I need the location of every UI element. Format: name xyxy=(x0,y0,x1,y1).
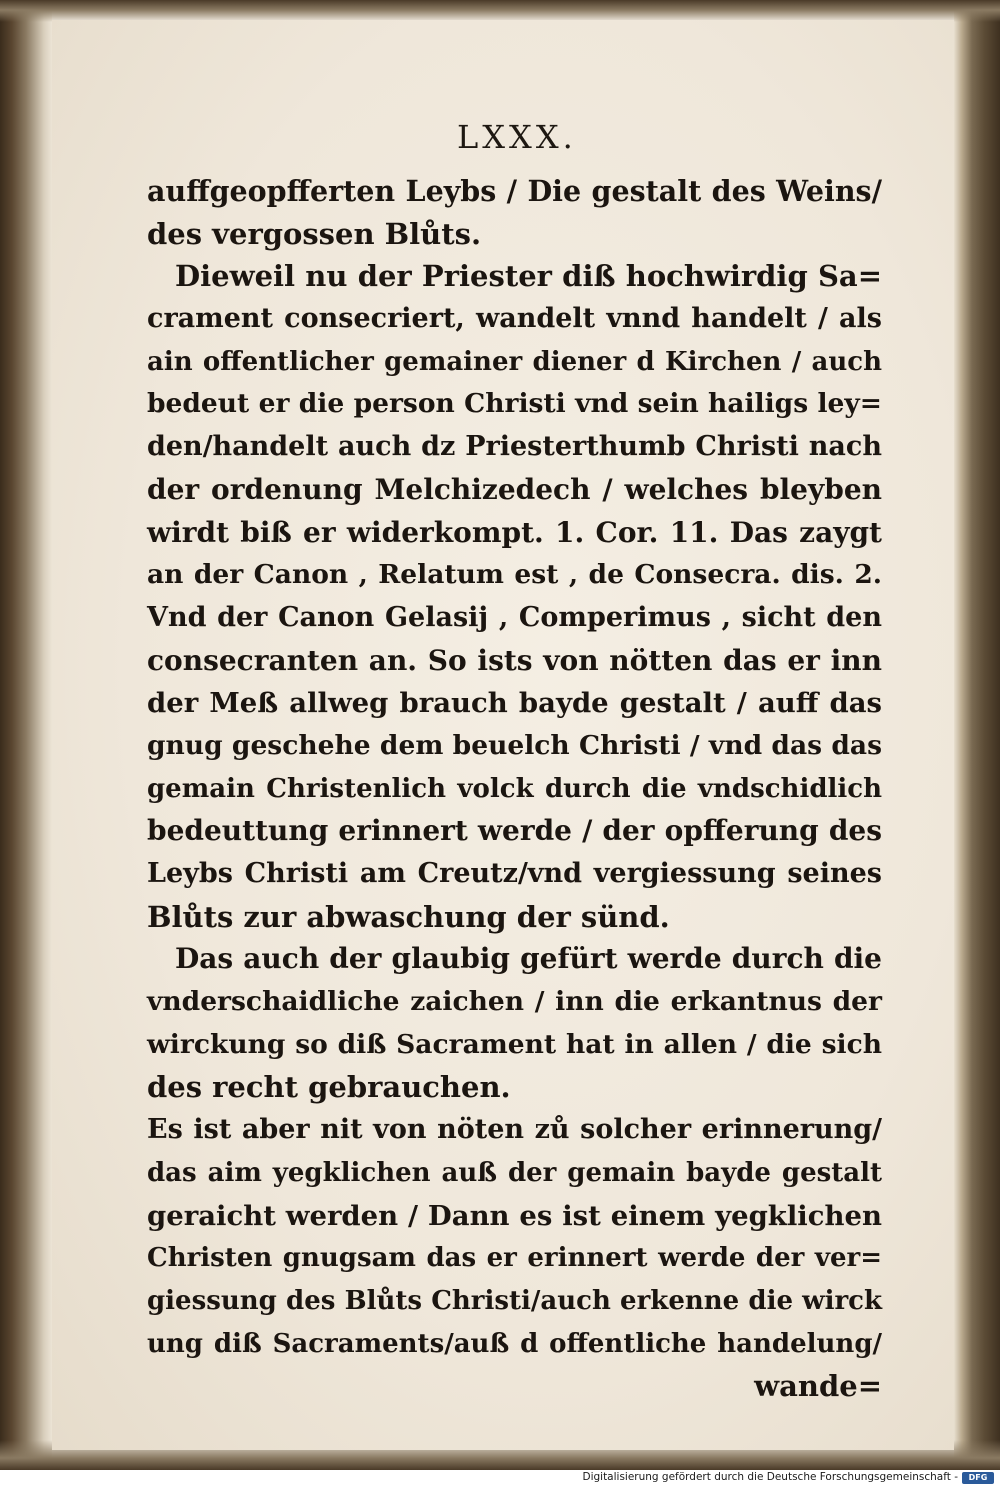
text-line: Vnd der Canon Gelasij , Comperimus , sicht den xyxy=(147,601,882,633)
text-line: crament consecriert, wandelt vnnd handelt / als xyxy=(147,303,882,335)
text-line: der Meß allweg brauch bayde gestalt / auff das xyxy=(147,687,882,720)
footer-credit: Digitalisierung gefördert durch die Deutsche Forschungsgemeinschaft - xyxy=(582,1471,958,1483)
text-line: auffgeopfferten Leybs / Die gestalt des Weins/ xyxy=(147,174,882,208)
text-line: vnderschaidliche zaichen / inn die erkantnus der xyxy=(147,986,882,1018)
text-line: der ordenung Melchizedech / welches bleyben xyxy=(147,472,882,506)
text-line: geraicht werden / Dann es ist einem yegklichen xyxy=(147,1199,882,1232)
text-line: an der Canon , Relatum est , de Consecra. dis. 2. xyxy=(147,559,882,591)
catchword: wande= xyxy=(754,1369,882,1404)
text-line: ain offentlicher gemainer diener d Kirchen / auch xyxy=(147,346,882,377)
text-line: Blůts zur abwaschung der sünd. xyxy=(147,899,670,934)
text-line: bedeut er die person Christi vnd sein hailigs ley= xyxy=(147,388,882,420)
text-line: Das auch der glaubig gefürt werde durch die xyxy=(175,942,882,976)
text-line: Es ist aber nit von nöten zů solcher erinnerung/ xyxy=(147,1114,882,1146)
text-line: gnug geschehe dem beuelch Christi / vnd das das xyxy=(147,729,882,761)
page-block-right xyxy=(954,0,1000,1470)
book-page xyxy=(52,20,954,1450)
dfg-logo: DFG xyxy=(962,1472,994,1484)
text-line: das aim yegklichen auß der gemain bayde gestalt xyxy=(147,1157,882,1188)
text-line: gemain Christenlich volck durch die vndschidlich xyxy=(147,773,882,804)
text-line: den/handelt auch dz Priesterthumb Christi nach xyxy=(147,431,882,463)
text-line: Christen gnugsam das er erinnert werde der ver= xyxy=(147,1243,882,1274)
body-text xyxy=(147,170,882,1408)
text-line: ung diß Sacraments/auß d offentliche handelung/ xyxy=(147,1328,882,1359)
text-line: Dieweil nu der Priester diß hochwirdig Sa= xyxy=(175,259,882,294)
book-binding-left xyxy=(0,0,52,1470)
text-line: consecranten an. So ists von nötten das er inn xyxy=(147,643,882,677)
text-line: giessung des Blůts Christi/auch erkenne die wirck xyxy=(147,1285,882,1316)
text-line: wirdt biß er widerkompt. 1. Cor. 11. Das zaygt xyxy=(147,515,882,549)
text-line: Leybs Christi am Creutz/vnd vergiessung seines xyxy=(147,858,882,889)
folio-number: LXXX. xyxy=(457,118,577,156)
digitization-footer xyxy=(0,1470,1000,1486)
text-line: des recht gebrauchen. xyxy=(147,1070,511,1105)
text-line: des vergossen Blůts. xyxy=(147,216,482,251)
text-line: bedeuttung erinnert werde / der opfferung des xyxy=(147,814,882,848)
book-edge-top xyxy=(0,0,1000,22)
text-line: wirckung so diß Sacrament hat in allen / die sich xyxy=(147,1028,882,1060)
